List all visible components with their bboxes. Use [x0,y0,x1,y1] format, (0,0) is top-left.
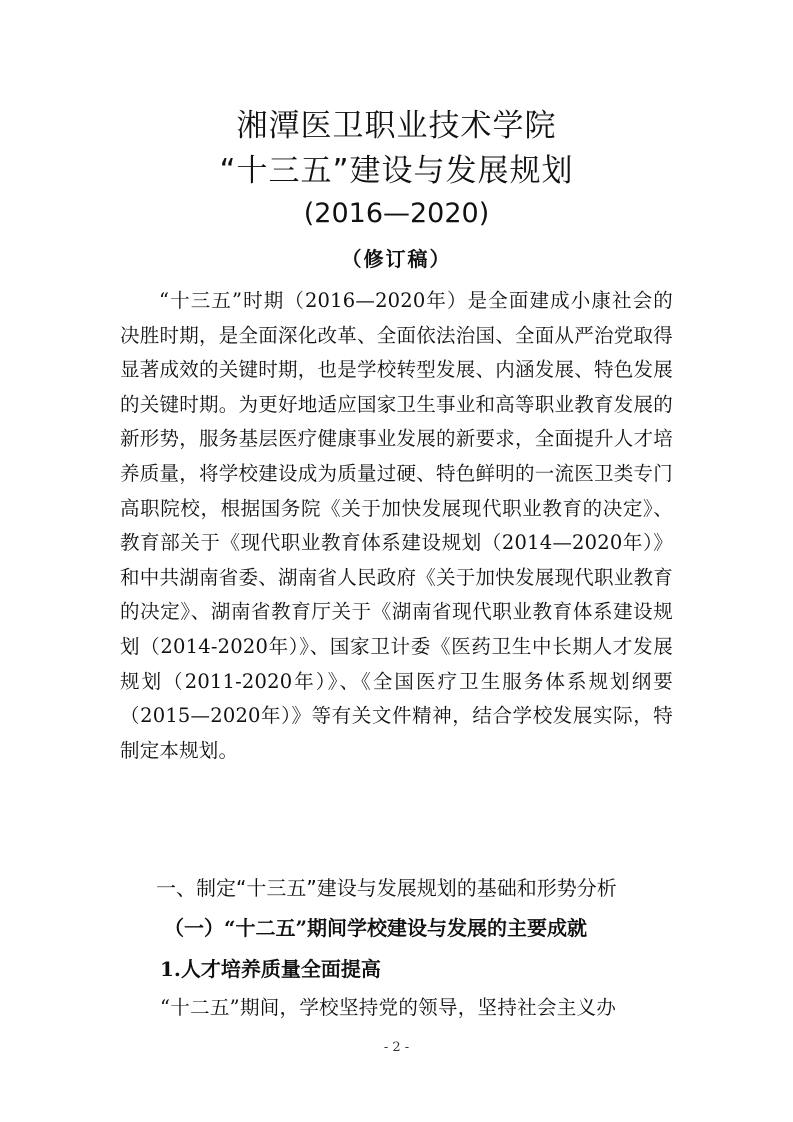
section-heading-1: 一、制定“十三五”建设与发展规划的基础和形势分析 [156,876,617,900]
document-title-line2: “十三五”建设与发展规划 [219,153,574,189]
paragraph-2: “十二五”期间，学校坚持党的领导，坚持社会主义办 [160,996,617,1019]
page-number: - 2 - [383,1040,410,1055]
intro-paragraph: “十三五”时期（2016—2020年）是全面建成小康社会的决胜时期，是全面深化改革、全面依法治国、全面从严治党取得显著成效的关键时期，也是学校转型发展、内涵发展、特色发展的关键时期。为更好地适应国家卫生事业和高等职业教育发展的新形势，服务基层医疗健康事业发展的新要求，全面提升人才培养质量，将学校建设成为质量过硬、特色鲜明的一流医卫类专门高职院校，根据国务院《关于加快发展现代职业教育的决定》、教育部关于《现代职业教育体系建设规划（2014—2020年）》和中共湖南省委、湖南省人民政府《关于加快发展现代职业教育的决定》、湖南省教育厅关于《湖南省现代职业教育体系建设规划（2014-2020年）》、国家卫计委《医药卫生中长期人才发展规划（2011-2020年）》、《全国医疗卫生服务体系规划纲要（2015—2020年）》等有关文件精神，结合学校发展实际，特制定本规划。 [120,289,673,762]
revision-label: （修订稿） [341,247,452,271]
document-title-line1: 湘潭医卫职业技术学院 [236,108,557,144]
section-heading-2: （一）“十二五”期间学校建设与发展的主要成就 [164,916,588,940]
section-heading-3: 1.人才培养质量全面提高 [160,957,381,981]
document-years: (2016—2020) [303,198,490,229]
